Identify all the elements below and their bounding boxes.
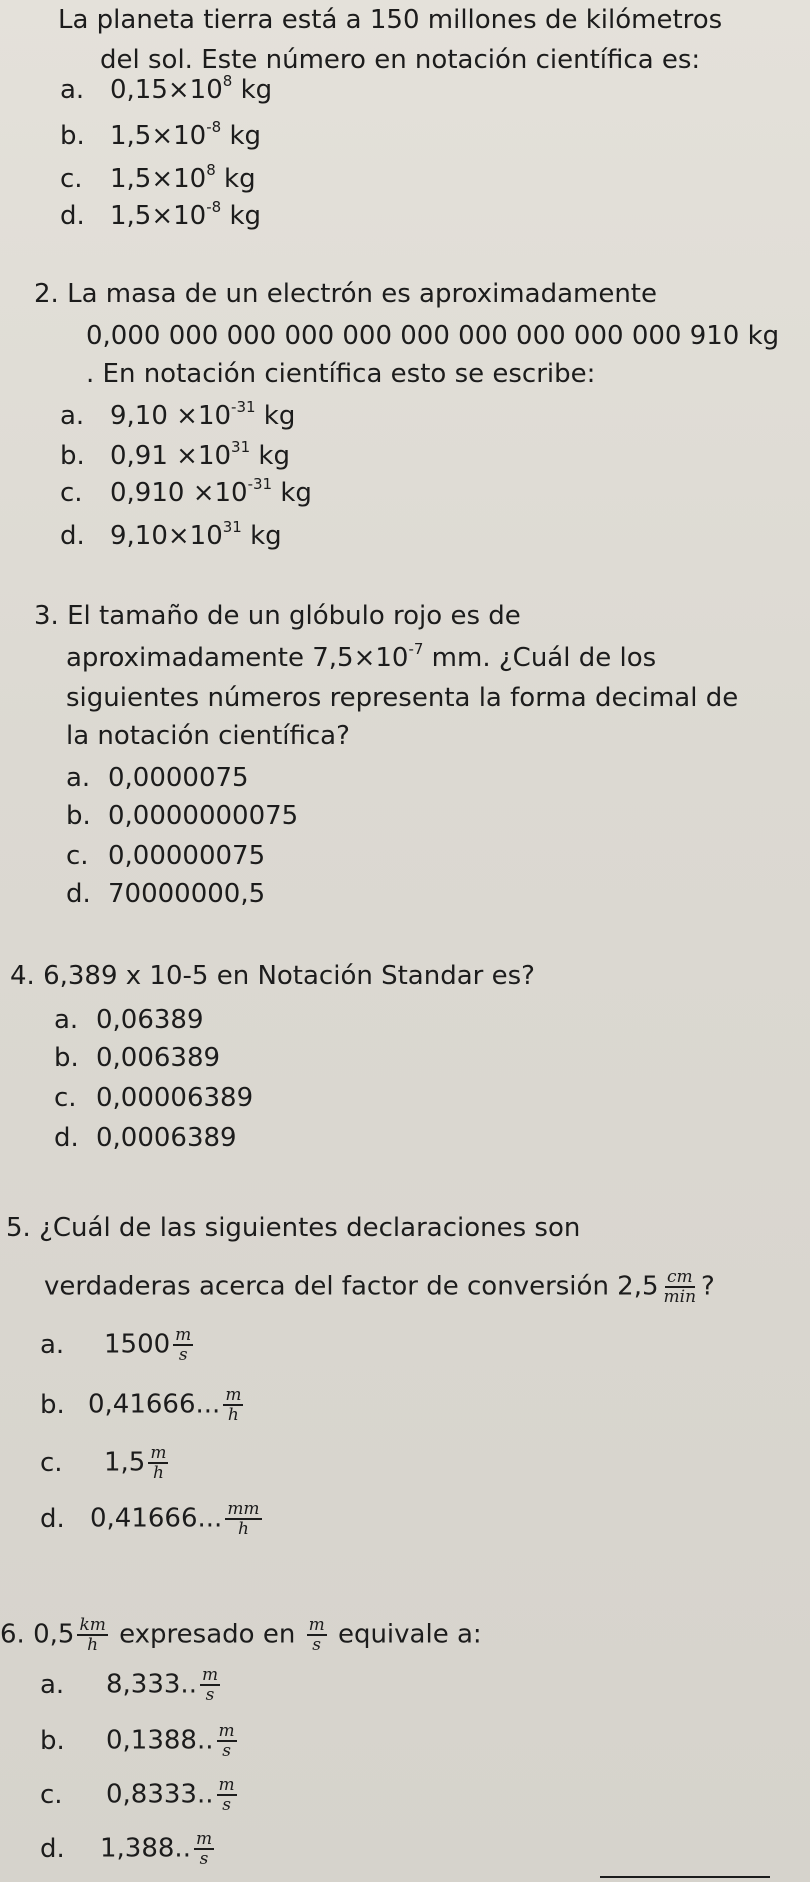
unit-fraction	[77, 1616, 107, 1654]
q6-option-b[interactable]	[40, 1722, 240, 1760]
exponent: -7	[408, 640, 424, 658]
question-text: aproximadamente 7,5×10	[66, 643, 409, 673]
fraction-numerator: m	[175, 1325, 192, 1345]
option-letter: a.	[60, 401, 85, 431]
option-mantissa: 1,5×10	[110, 121, 207, 151]
q2-option-c[interactable]	[60, 477, 312, 509]
q2-option-b[interactable]	[60, 440, 290, 472]
unit-fraction	[225, 1500, 261, 1538]
option-mantissa: 9,10 ×10	[110, 401, 232, 431]
q5-option-c[interactable]	[40, 1444, 171, 1482]
q2-stem-line1	[34, 278, 657, 310]
q3-option-a[interactable]	[66, 762, 249, 794]
option-letter: b.	[40, 1389, 65, 1420]
option-unit: kg	[221, 201, 262, 231]
option-text: 0,0006389	[96, 1123, 237, 1153]
q2-stem-line3: . En notación científica esto se escribe:	[86, 359, 596, 389]
option-unit: kg	[272, 478, 312, 508]
q6-option-a[interactable]	[40, 1666, 223, 1704]
question-text: ?	[701, 1271, 715, 1302]
question-number: 5.	[6, 1213, 31, 1243]
option-mantissa: 0,91 ×10	[110, 441, 232, 471]
unit-fraction	[307, 1616, 327, 1654]
option-mantissa: 1,5×10	[110, 164, 207, 194]
question-number: 4.	[10, 961, 35, 991]
question-text: 0,5	[33, 1619, 75, 1650]
option-unit: kg	[215, 164, 256, 194]
option-text: 1500	[104, 1329, 171, 1360]
answer-underline	[600, 1876, 770, 1878]
option-mantissa: 1,5×10	[110, 201, 207, 231]
unit-fraction	[148, 1444, 168, 1482]
option-letter: d.	[54, 1123, 79, 1153]
option-exponent: 31	[231, 438, 251, 456]
option-text: 1,388..	[100, 1833, 191, 1864]
option-letter: d.	[60, 201, 85, 231]
question-text: mm. ¿Cuál de los	[423, 643, 657, 673]
q3-stem-line4: la notación científica?	[66, 721, 350, 751]
option-exponent: -31	[247, 475, 273, 493]
unit-fraction	[662, 1268, 699, 1306]
option-text: 0,06389	[96, 1005, 204, 1035]
question-text: La masa de un electrón es aproximadamente	[67, 279, 657, 309]
unit-fraction	[194, 1830, 214, 1868]
option-exponent: 8	[206, 161, 216, 179]
q3-option-d[interactable]	[66, 878, 265, 910]
option-letter: d.	[40, 1833, 65, 1864]
fraction-denominator: s	[199, 1849, 209, 1869]
q6-option-d[interactable]	[40, 1830, 217, 1868]
option-mantissa: 9,10×10	[110, 521, 223, 551]
q5-option-a[interactable]	[40, 1326, 196, 1364]
option-letter: b.	[66, 801, 91, 831]
q3-option-b[interactable]	[66, 800, 298, 832]
option-letter: b.	[60, 121, 85, 151]
q5-option-d[interactable]	[40, 1500, 265, 1538]
q1-stem-line1: La planeta tierra está a 150 millones de kilómetros	[58, 5, 723, 35]
q4-option-a[interactable]	[54, 1004, 204, 1036]
q5-option-b[interactable]	[40, 1386, 246, 1424]
fraction-denominator: s	[312, 1635, 321, 1655]
unit-fraction	[217, 1722, 237, 1760]
option-text: 1,5	[104, 1447, 146, 1478]
fraction-denominator: h	[152, 1463, 164, 1483]
option-text: 0,0000000075	[108, 801, 299, 831]
question-number: 3.	[34, 601, 59, 631]
fraction-denominator: min	[663, 1287, 697, 1307]
fraction-denominator: h	[87, 1635, 99, 1655]
question-text: verdaderas acerca del factor de conversión 2,5	[44, 1271, 659, 1302]
q1-option-c[interactable]	[60, 163, 256, 195]
option-letter: c.	[54, 1083, 77, 1113]
option-exponent: -8	[206, 118, 222, 136]
fraction-numerator: m	[195, 1829, 213, 1849]
option-text: 8,333..	[106, 1669, 197, 1700]
q5-stem-line2	[44, 1268, 715, 1306]
option-letter: c.	[40, 1447, 63, 1478]
option-exponent: 8	[222, 72, 233, 90]
q3-stem-line2	[66, 642, 656, 674]
option-exponent: -31	[231, 398, 256, 416]
fraction-denominator: h	[227, 1405, 239, 1425]
q1-stem-line2: del sol. Este número en notación científica es:	[100, 45, 701, 75]
option-text: 0,00006389	[96, 1083, 254, 1113]
fraction-numerator: m	[308, 1615, 325, 1635]
q2-option-d[interactable]	[60, 520, 282, 552]
option-letter: d.	[60, 521, 85, 551]
q4-option-c[interactable]	[54, 1082, 253, 1114]
q3-stem-line1	[34, 600, 521, 632]
question-text: El tamaño de un glóbulo rojo es de	[67, 601, 521, 631]
q4-stem	[10, 960, 535, 992]
q2-stem-line2: 0,000 000 000 000 000 000 000 000 000 000 910 kg	[86, 321, 780, 351]
q6-option-c[interactable]	[40, 1776, 240, 1814]
fraction-denominator: s	[205, 1685, 215, 1705]
option-letter: b.	[60, 441, 85, 471]
option-text: 0,41666...	[90, 1503, 223, 1534]
fraction-numerator: m	[150, 1443, 167, 1463]
option-letter: d.	[66, 879, 91, 909]
option-letter: d.	[40, 1503, 65, 1534]
fraction-numerator: m	[218, 1775, 235, 1795]
option-letter: c.	[60, 164, 83, 194]
question-text: expresado en	[110, 1619, 304, 1650]
unit-fraction	[223, 1386, 243, 1424]
option-letter: c.	[60, 478, 83, 508]
option-text: 0,1388..	[106, 1725, 214, 1756]
q2-option-a[interactable]	[60, 400, 295, 432]
option-text: 70000000,5	[108, 879, 266, 909]
q1-option-d[interactable]	[60, 200, 261, 232]
q1-option-a[interactable]	[60, 74, 272, 106]
unit-fraction	[200, 1666, 220, 1704]
option-mantissa: 0,910 ×10	[110, 478, 248, 508]
fraction-denominator: s	[178, 1345, 188, 1365]
fraction-numerator: m	[225, 1385, 242, 1405]
option-letter: b.	[40, 1725, 65, 1756]
option-letter: a.	[66, 763, 91, 793]
q6-stem	[0, 1616, 482, 1654]
unit-fraction	[173, 1326, 193, 1364]
q3-stem-line3: siguientes números representa la forma decimal de	[66, 683, 739, 713]
option-text: 0,006389	[96, 1043, 221, 1073]
fraction-numerator: mm	[227, 1499, 260, 1519]
question-number: 2.	[34, 279, 59, 309]
fraction-denominator: h	[237, 1519, 249, 1539]
option-letter: a.	[54, 1005, 79, 1035]
option-unit: kg	[255, 401, 296, 431]
q5-stem-line1	[6, 1212, 580, 1244]
option-text: 0,41666...	[88, 1389, 221, 1420]
fraction-numerator: cm	[666, 1267, 693, 1287]
fraction-numerator: km	[79, 1615, 106, 1635]
option-mantissa: 0,15×10	[110, 75, 223, 105]
q3-option-c[interactable]	[66, 840, 265, 872]
option-letter: c.	[66, 841, 89, 871]
option-unit: kg	[241, 521, 282, 551]
q4-option-d[interactable]	[54, 1122, 237, 1154]
option-exponent: -8	[206, 198, 222, 216]
option-exponent: 31	[222, 518, 242, 536]
question-text: ¿Cuál de las siguientes declaraciones son	[39, 1213, 581, 1243]
option-text: 0,00000075	[108, 841, 266, 871]
option-letter: c.	[40, 1779, 63, 1810]
fraction-denominator: s	[222, 1795, 231, 1815]
fraction-denominator: s	[222, 1741, 231, 1761]
option-text: 0,8333..	[106, 1779, 214, 1810]
option-letter: a.	[60, 75, 85, 105]
question-text: 6,389 x 10-5 en Notación Standar es?	[43, 961, 535, 991]
unit-fraction	[217, 1776, 237, 1814]
option-letter: b.	[54, 1043, 79, 1073]
fraction-numerator: m	[201, 1665, 219, 1685]
q1-option-b[interactable]	[60, 120, 261, 152]
option-letter: a.	[40, 1669, 65, 1700]
option-text: 0,0000075	[108, 763, 249, 793]
question-number: 6.	[0, 1619, 25, 1650]
question-text: equivale a:	[329, 1619, 482, 1650]
option-unit: kg	[221, 121, 262, 151]
option-letter: a.	[40, 1329, 65, 1360]
q4-option-b[interactable]	[54, 1042, 220, 1074]
option-unit: kg	[250, 441, 290, 471]
fraction-numerator: m	[218, 1721, 235, 1741]
option-unit: kg	[232, 75, 273, 105]
